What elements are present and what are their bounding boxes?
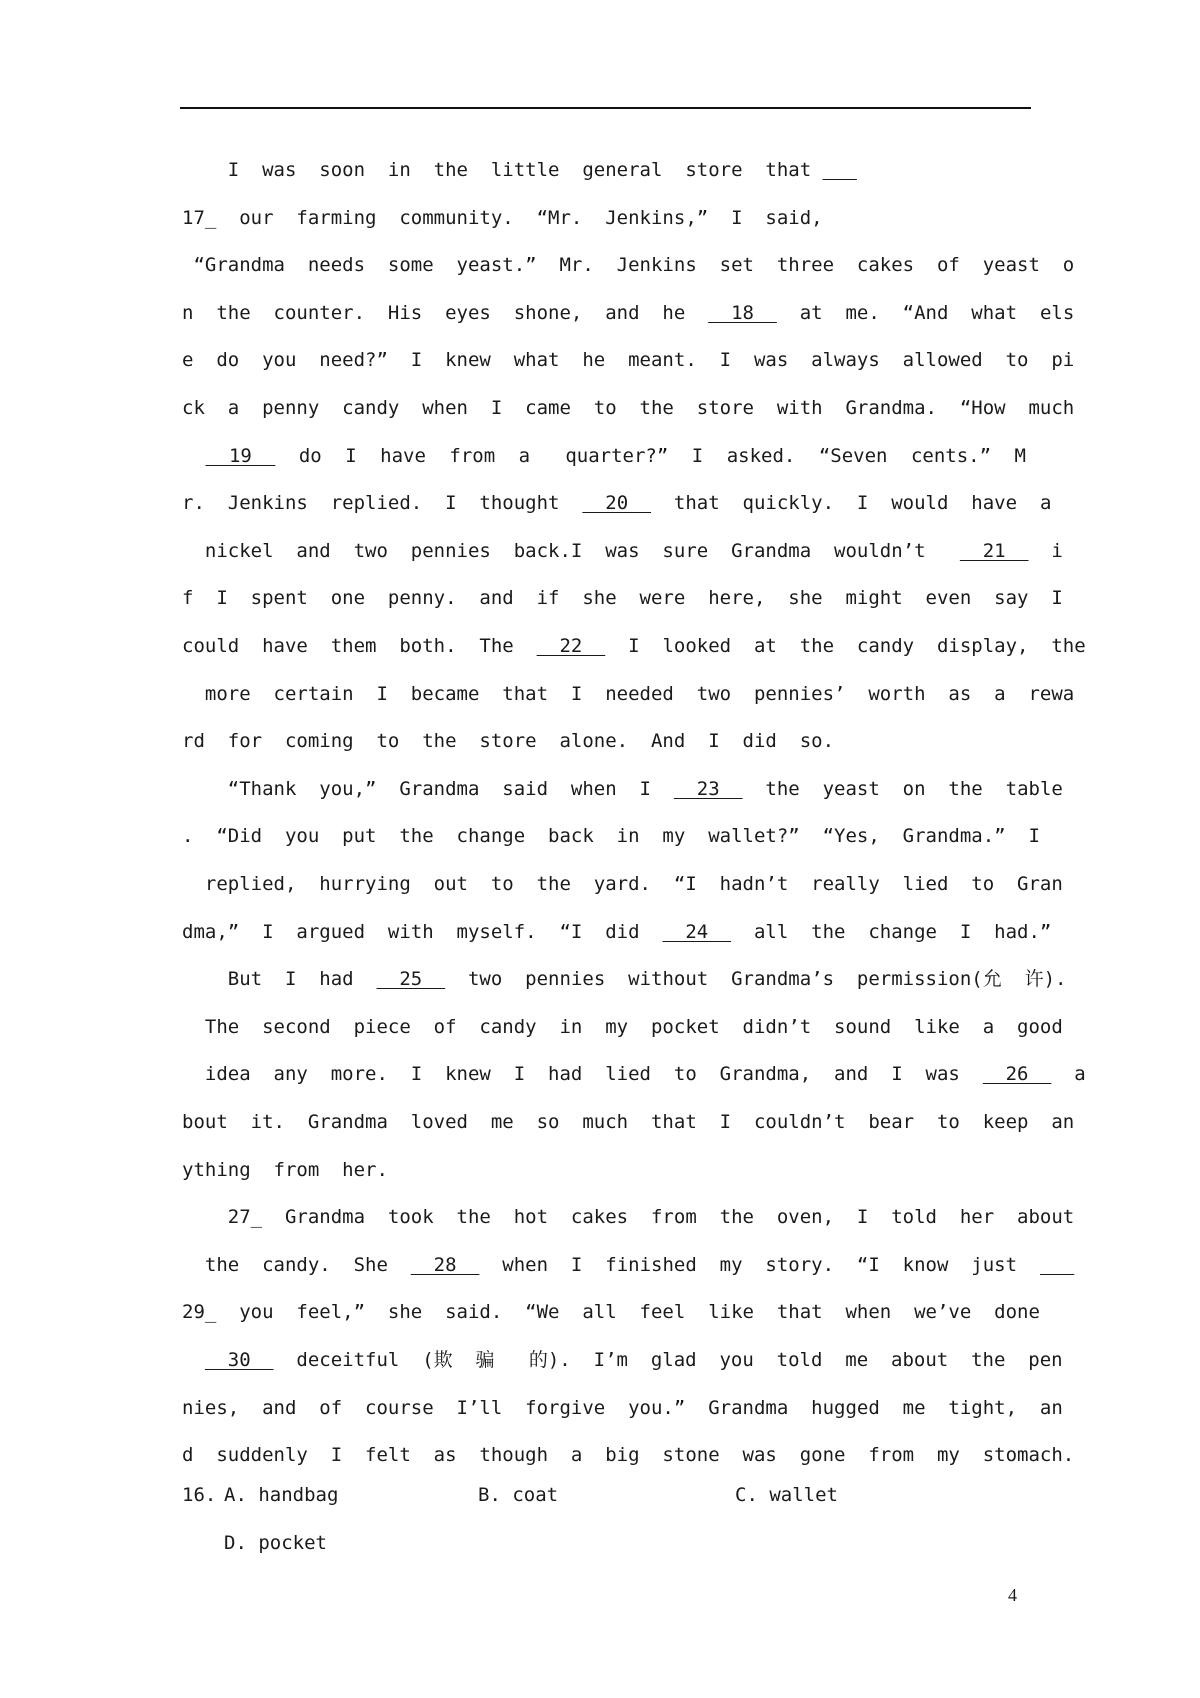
passage-line: 19 do I have from a quarter?” I asked. “Seven cents.” M <box>205 444 1026 467</box>
answer-blank <box>823 159 857 181</box>
passage-line: ything from her. <box>182 1158 388 1181</box>
answer-blank: 19 <box>205 444 276 467</box>
answer-blank: 18 <box>708 301 777 324</box>
passage-line: e do you need?” I knew what he meant. I was always allowed to pi <box>182 349 1075 372</box>
answer-blank: 25 <box>376 968 446 991</box>
passage-line: ck a penny candy when I came to the store with Grandma. “How much <box>182 397 1075 419</box>
passage-line: replied, hurrying out to the yard. “I hadn’t really lied to Gran <box>182 873 1063 895</box>
question-16-option-d: D. pocket <box>224 1532 327 1554</box>
passage-line: d suddenly I felt as though a big stone was gone from my stomach. <box>182 1444 1075 1467</box>
passage-line: idea any more. I knew I had lied to Grandma, and I was 26 a <box>182 1063 1086 1086</box>
answer-blank: 26 <box>982 1063 1052 1086</box>
answer-blank: 21 <box>959 539 1029 562</box>
passage-line: 17_ our farming community. “Mr. Jenkins,” I said, <box>182 206 823 229</box>
question-16-number: 16. <box>182 1484 217 1506</box>
answer-blank: 28 <box>410 1253 480 1276</box>
question-16-option-c: C. wallet <box>735 1484 838 1506</box>
passage-line: r. Jenkins replied. I thought 20 that quickly. I would have a <box>182 492 1052 515</box>
answer-blank <box>1040 1254 1074 1276</box>
passage-line: nies, and of course I’ll forgive you.” Grandma hugged me tight, an <box>182 1396 1063 1419</box>
answer-blank: 22 <box>536 635 606 657</box>
passage-line: more certain I became that I needed two pennies’ worth as a rewa <box>182 682 1075 705</box>
passage-line: But I had 25 two pennies without Grandma’s permission(允 许). <box>182 968 1067 991</box>
header-rule <box>180 107 1031 109</box>
passage-line: rd for coming to the store alone. And I did so. <box>182 730 835 753</box>
question-16-option-a: A. handbag <box>224 1484 339 1506</box>
passage-line: 29_ you feel,” she said. “We all feel like that when we’ve done <box>182 1301 1040 1324</box>
passage-line: n the counter. His eyes shone, and he 18 at me. “And what els <box>182 301 1075 324</box>
passage-line: nickel and two pennies back.I was sure Grandma wouldn’t 21 i <box>182 539 1063 562</box>
passage-line: could have them both. The 22 I looked at the candy display, the <box>182 635 1086 657</box>
answer-blank: 20 <box>582 492 652 515</box>
answer-blank: 24 <box>662 920 732 943</box>
passage-line: “Grandma needs some yeast.” Mr. Jenkins set three cakes of yeast o <box>182 254 1075 277</box>
answer-blank: 23 <box>673 777 743 800</box>
passage-line: I was soon in the little general store that <box>182 155 1026 185</box>
passage-line: f I spent one penny. and if she were here, she might even say I <box>182 587 1063 610</box>
passage-line: . “Did you put the change back in my wallet?” “Yes, Grandma.” I <box>182 825 1040 848</box>
passage-line: the candy. She 28 when I finished my story. “I know just <box>182 1250 1026 1280</box>
page-number: 4 <box>1008 1585 1017 1605</box>
passage-line: “Thank you,” Grandma said when I 23 the yeast on the table <box>182 777 1063 800</box>
passage-line: 30 deceitful (欺 骗 的). I’m glad you told me about the pen <box>204 1349 1063 1371</box>
passage-line: bout it. Grandma loved me so much that I couldn’t bear to keep an <box>182 1111 1075 1133</box>
passage-line: dma,” I argued with myself. “I did 24 all the change I had.” <box>182 920 1052 943</box>
question-16-option-b: B. coat <box>478 1484 559 1506</box>
passage-line: The second piece of candy in my pocket didn’t sound like a good <box>182 1015 1063 1038</box>
passage-line: 27_ Grandma took the hot cakes from the oven, I told her about <box>182 1206 1075 1229</box>
answer-blank: 30 <box>204 1349 274 1371</box>
